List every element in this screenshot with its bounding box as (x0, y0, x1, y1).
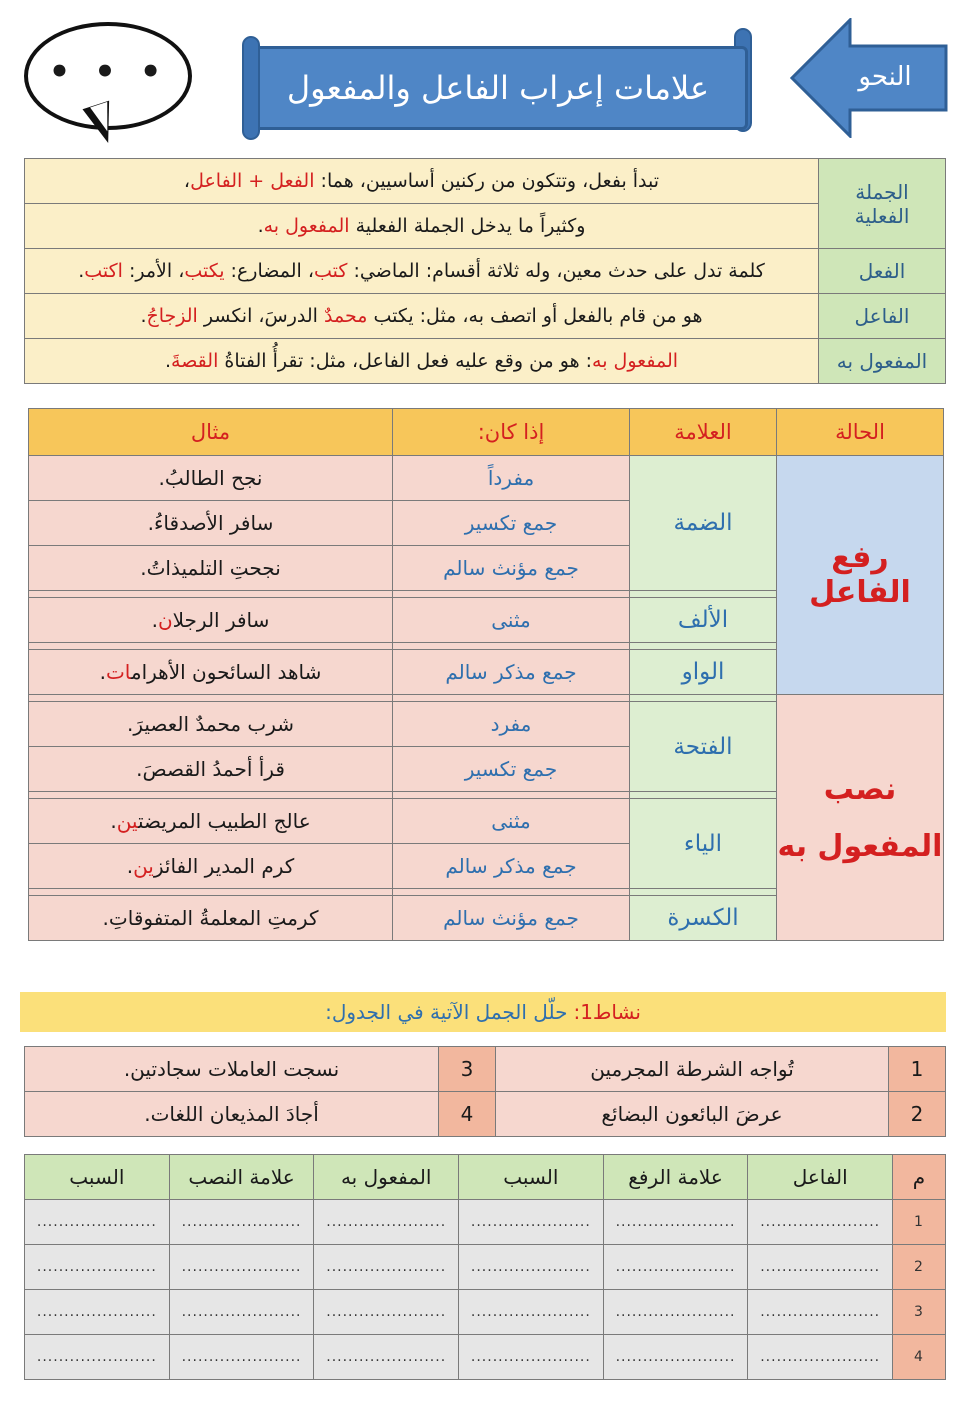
header-num: م (893, 1155, 946, 1200)
state-nasb: نصب المفعول به (777, 695, 944, 941)
cond-cell: مثنى (393, 799, 630, 844)
row-num: 1 (893, 1200, 946, 1245)
def-text: وكثيراً ما يدخل الجملة الفعلية المفعول به. (25, 204, 819, 249)
def-text: هو من قام بالفعل أو اتصف به، مثل: يكتب محمدٌ الدرسَ، انكسر الزجاجُ. (25, 294, 819, 339)
example-cell: نجح الطالب. (29, 456, 393, 501)
example-cell: نجحتِ التلميذات. (29, 546, 393, 591)
cond-cell: جمع تكسير (393, 501, 630, 546)
example-cell: كرم المدير الفائزين. (29, 844, 393, 889)
table-row (25, 1290, 946, 1335)
header-nasb-sign: علامة النصب (169, 1155, 314, 1200)
banner-roll-left (242, 36, 260, 140)
header-condition: إذا كان: (393, 409, 630, 456)
answer-blank[interactable]: ...................... (748, 1245, 893, 1290)
answer-blank[interactable]: ...................... (314, 1200, 459, 1245)
cond-cell: جمع مؤنث سالم (393, 896, 630, 941)
table-row (25, 1092, 946, 1137)
definitions-table (24, 158, 946, 384)
header-object: المفعول به (314, 1155, 459, 1200)
answer-blank[interactable]: ...................... (314, 1290, 459, 1335)
answer-blank[interactable]: ...................... (25, 1200, 170, 1245)
answer-blank[interactable]: ...................... (459, 1335, 604, 1380)
answer-blank[interactable]: ...................... (314, 1335, 459, 1380)
sentence-text: أجادَ المذيعان اللغات. (25, 1092, 439, 1137)
state-raf: رفع الفاعل (777, 456, 944, 695)
header-subject: الفاعل (748, 1155, 893, 1200)
activity-text: حلّل الجمل الآتية في الجدول: (325, 1000, 568, 1024)
example-cell: شاهد السائحون الأهرامات. (29, 650, 393, 695)
def-row-subject (25, 294, 946, 339)
answer-blank[interactable]: ...................... (603, 1335, 748, 1380)
table-row (25, 1200, 946, 1245)
example-cell: عالج الطبيب المريضتين. (29, 799, 393, 844)
answer-blank[interactable]: ...................... (603, 1200, 748, 1245)
sentences-table (24, 1046, 946, 1137)
table-row (29, 456, 944, 501)
sign-waw: الواو (630, 650, 777, 695)
row-num: 3 (893, 1290, 946, 1335)
answer-blank[interactable]: ...................... (748, 1335, 893, 1380)
def-row-verb (25, 249, 946, 294)
answer-blank[interactable]: ...................... (25, 1245, 170, 1290)
answer-blank[interactable]: ...................... (748, 1200, 893, 1245)
header-example: مثال (29, 409, 393, 456)
table-row (25, 1047, 946, 1092)
def-text: كلمة تدل على حدث معين، وله ثلاثة أقسام: الماضي: كتب، المضارع: يكتب، الأمر: اكتب. (25, 249, 819, 294)
header-reason: السبب (459, 1155, 604, 1200)
row-num: 2 (893, 1245, 946, 1290)
example-cell: كرمتِ المعلمةُ المتفوقات. (29, 896, 393, 941)
answer-blank[interactable]: ...................... (314, 1245, 459, 1290)
activity-banner (20, 992, 946, 1032)
answer-blank[interactable]: ...................... (459, 1200, 604, 1245)
sentence-num: 3 (439, 1047, 496, 1092)
sentence-text: تُواجه الشرطة المجرمين (496, 1047, 889, 1092)
row-num: 4 (893, 1335, 946, 1380)
sign-damma: الضمة (630, 456, 777, 591)
answer-blank[interactable]: ...................... (603, 1245, 748, 1290)
speech-bubble-dots: • • • (48, 52, 168, 92)
def-row-verbal-sentence (25, 159, 946, 204)
header-reason: السبب (25, 1155, 170, 1200)
example-cell: سافر الرجلان. (29, 598, 393, 643)
answer-blank[interactable]: ...................... (169, 1335, 314, 1380)
def-text: المفعول به: هو من وقع عليه فعل الفاعل، مثل: تقرأُ الفتاةُ القصةَ. (25, 339, 819, 384)
answer-blank[interactable]: ...................... (169, 1200, 314, 1245)
cond-cell: جمع تكسير (393, 747, 630, 792)
sign-fatha: الفتحة (630, 702, 777, 792)
example-cell: شرب محمدٌ العصير. (29, 702, 393, 747)
analysis-table (24, 1154, 946, 1380)
answer-blank[interactable]: ...................... (748, 1290, 893, 1335)
def-row-object (25, 339, 946, 384)
sentence-text: نسجت العاملات سجادتين. (25, 1047, 439, 1092)
cond-cell: جمع مؤنث سالم (393, 546, 630, 591)
def-term: الفعل (819, 249, 946, 294)
sentence-num: 1 (889, 1047, 946, 1092)
sentence-text: عرضَ البائعون البضائع (496, 1092, 889, 1137)
page-title: علامات إعراب الفاعل والمفعول (248, 46, 748, 130)
answer-blank[interactable]: ...................... (459, 1290, 604, 1335)
sentence-num: 4 (439, 1092, 496, 1137)
answer-blank[interactable]: ...................... (25, 1335, 170, 1380)
answer-blank[interactable]: ...................... (25, 1290, 170, 1335)
def-text: تبدأ بفعل، وتتكون من ركنين أساسيين، هما: الفعل + الفاعل، (25, 159, 819, 204)
cond-cell: جمع مذكر سالم (393, 650, 630, 695)
def-term: الجملة الفعلية (819, 159, 946, 249)
answer-blank[interactable]: ...................... (459, 1245, 604, 1290)
table-row (25, 1245, 946, 1290)
cases-table (28, 408, 944, 941)
example-cell: قرأ أحمدُ القصص. (29, 747, 393, 792)
header-raf-sign: علامة الرفع (603, 1155, 748, 1200)
answer-blank[interactable]: ...................... (169, 1290, 314, 1335)
sign-alif: الألف (630, 598, 777, 643)
subject-label: النحو (858, 62, 912, 92)
cond-cell: مفرد (393, 702, 630, 747)
sign-yaa: الياء (630, 799, 777, 889)
def-term: الفاعل (819, 294, 946, 339)
activity-label: نشاط1: (573, 1000, 641, 1024)
cond-cell: مثنى (393, 598, 630, 643)
cond-cell: جمع مذكر سالم (393, 844, 630, 889)
header-sign: العلامة (630, 409, 777, 456)
sentence-num: 2 (889, 1092, 946, 1137)
answer-blank[interactable]: ...................... (169, 1245, 314, 1290)
header-state: الحالة (777, 409, 944, 456)
cond-cell: مفرداً (393, 456, 630, 501)
answer-blank[interactable]: ...................... (603, 1290, 748, 1335)
table-row (25, 1335, 946, 1380)
example-cell: سافر الأصدقاء. (29, 501, 393, 546)
def-term: المفعول به (819, 339, 946, 384)
sign-kasra: الكسرة (630, 896, 777, 941)
